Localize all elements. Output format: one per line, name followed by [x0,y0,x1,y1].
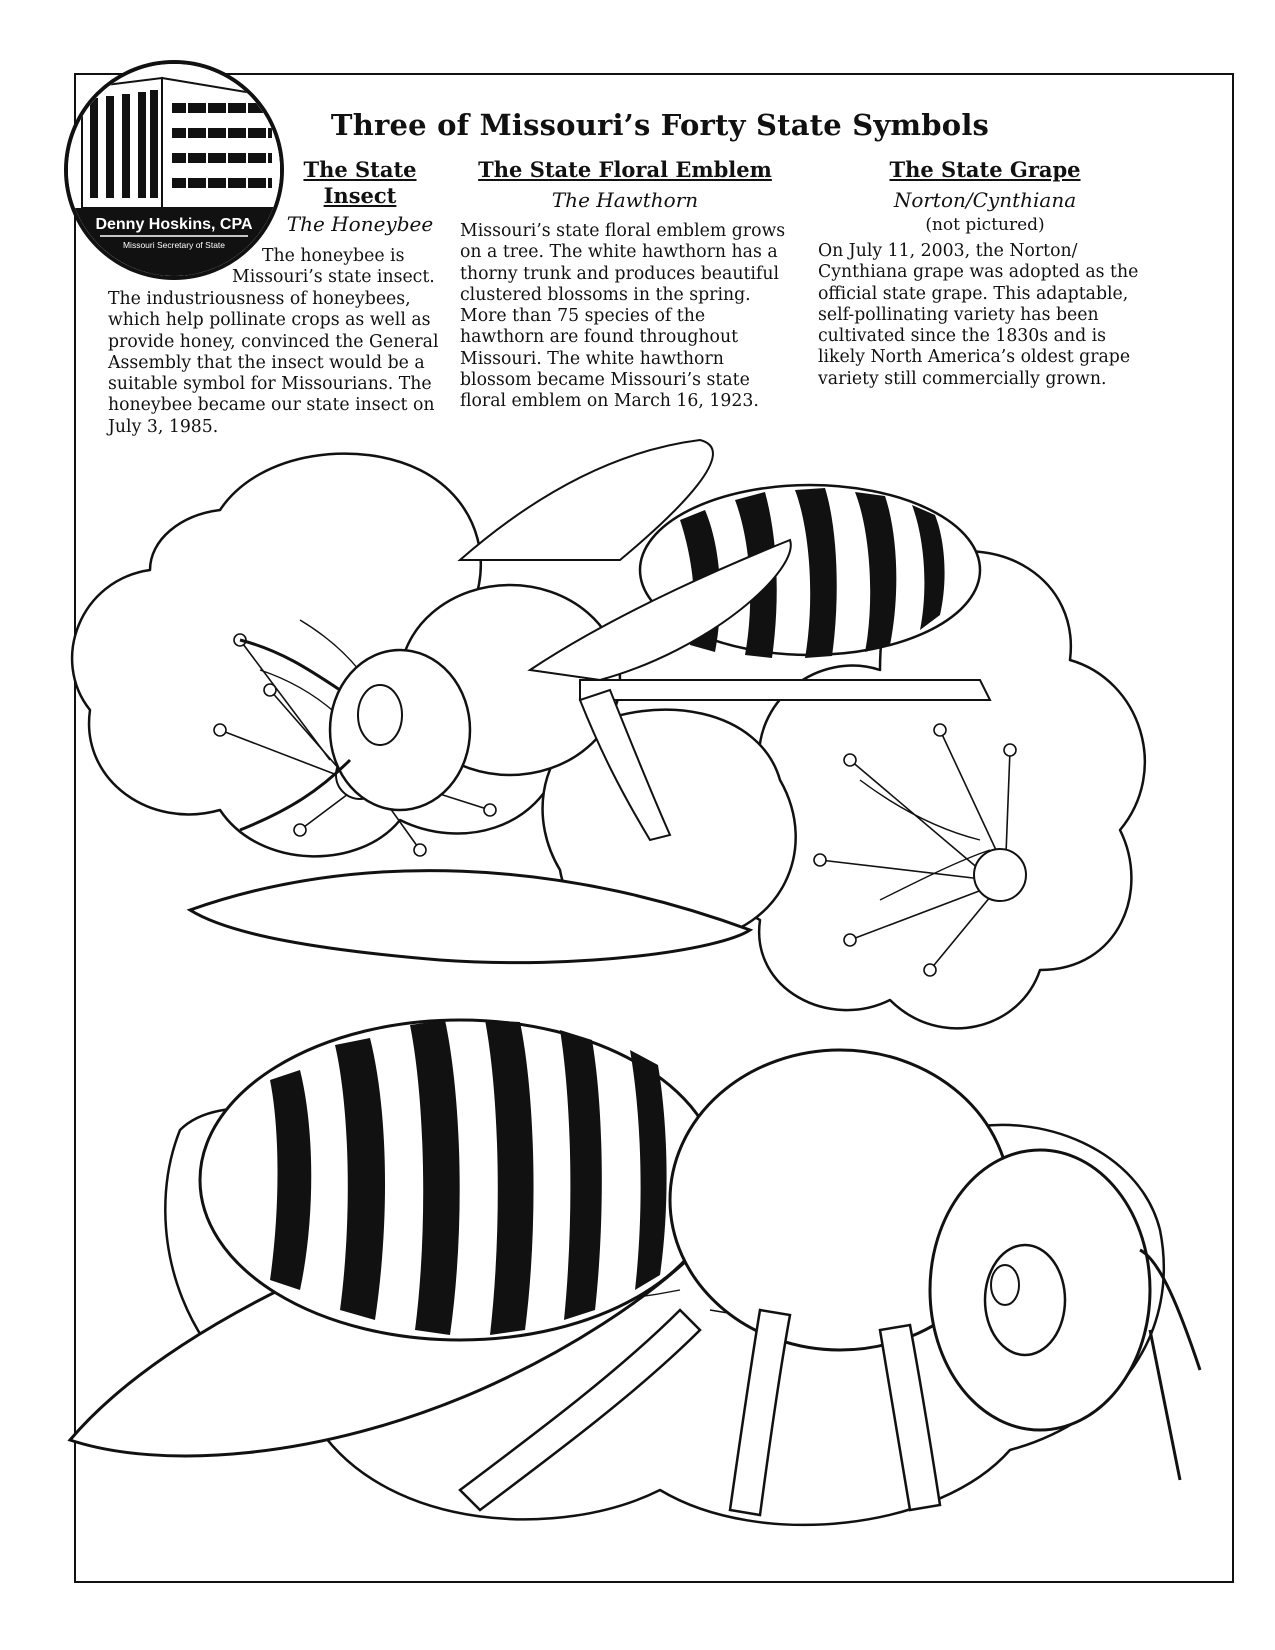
secretary-of-state-seal [62,58,286,282]
insect-intro-line2: Missouri’s state insect. [232,267,435,287]
honeybee-hawthorn-illustration [60,430,1235,1610]
floral-emblem-description: Missouri’s state floral emblem grows on a tree. The white hawthorn has a thorny trunk and produces beautiful clustered blossoms in the spring. More than 75 species of the hawthorn are found throughout Missouri. The white hawthorn blossom became Missouri’s state floral emblem on March 16, 1923. [460,221,786,412]
seal-office: Missouri Secretary of State [122,240,226,250]
insect-heading-line1: The State [303,157,417,182]
floral-emblem-subtitle: The Hawthorn [551,188,699,212]
page-title: Three of Missouri’s Forty State Symbols [330,108,990,142]
insect-heading [300,157,420,209]
insect-subtitle: The Honeybee [286,212,434,236]
grape-description: On July 11, 2003, the Norton/ Cynthiana grape was adopted as the official state grape. This adaptable, self-pollinating variety has been cultivated since the 1830s and is likely North America’s oldest grape variety still commercially grown. [818,241,1139,389]
insect-description: The industriousness of honeybees, which help pollinate crops as well as provide honey, convinced the General Assembly that the insect would be a suitable symbol for Missourians. The honeybee became our state insect on July 3, 1985. [108,289,439,437]
insect-heading-line2: Insect [323,183,397,208]
grape-subtitle: Norton/Cynthiana [893,188,1077,212]
grape-heading: The State Grape [889,157,1081,182]
floral-emblem-heading: The State Floral Emblem [478,157,772,182]
grape-not-pictured-note: (not pictured) [925,215,1045,235]
insect-intro-line1: The honeybee is [262,246,405,266]
seal-name: Denny Hoskins, CPA [95,216,253,233]
